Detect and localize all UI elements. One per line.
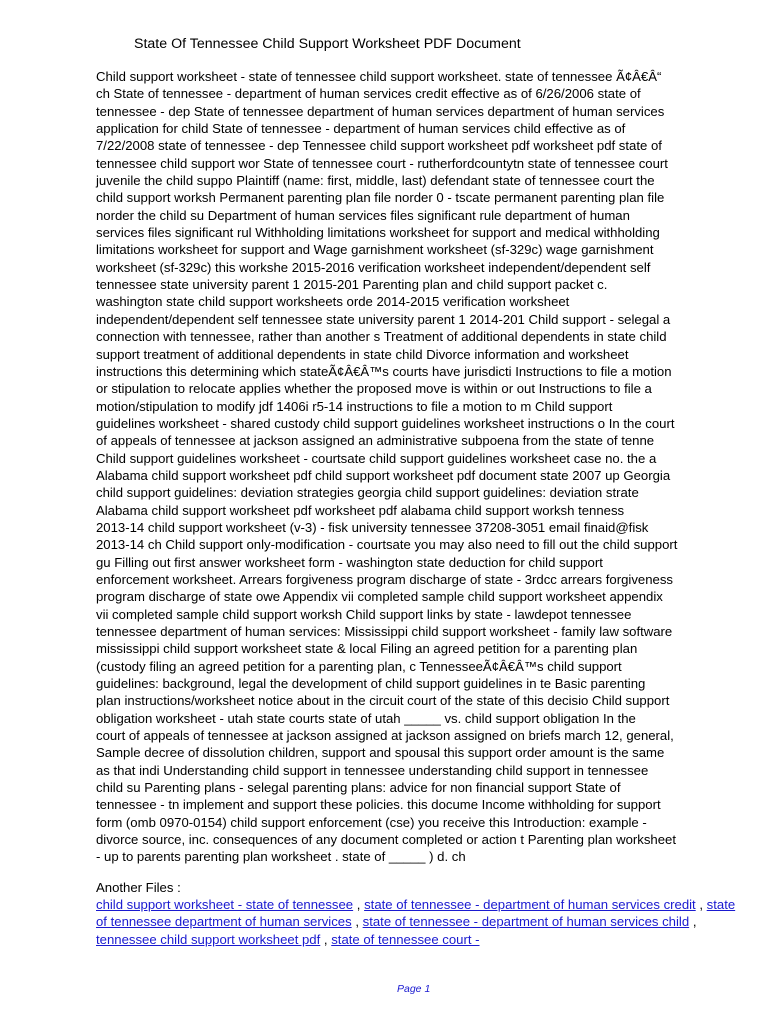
- document-body: [96, 68, 748, 866]
- body-line: tennessee - tn implement and support these policies. this docume Income withholding for support: [96, 797, 661, 813]
- body-line: as that indi Understanding child support in tennessee understanding child support in tennessee: [96, 762, 649, 778]
- link-separator: ,: [356, 897, 361, 912]
- body-line: application for child State of tennessee - department of human services child effective as of: [96, 121, 626, 137]
- body-line: of appeals of tennessee at jackson assigned an administrative subpoena from the state of tenne: [96, 433, 655, 449]
- body-line: gu Filling out first answer worksheet form - washington state deduction for child support: [96, 554, 603, 570]
- link-separator: ,: [699, 897, 704, 912]
- body-line: plan instructions/worksheet notice about in the circuit court of the state of this decisio Child support: [96, 693, 670, 709]
- body-line: guidelines: background, legal the development of child support guidelines in te Basic parenting: [96, 676, 646, 692]
- body-line: instructions this determining which stateÃ¢Â€Â™s courts have jurisdicti Instructions to file a motion: [96, 363, 672, 379]
- file-link[interactable]: state of tennessee - department of human services child: [362, 914, 690, 930]
- body-line: child support worksh Permanent parenting plan file norder 0 - tscate permanent parenting plan file: [96, 190, 665, 206]
- body-line: services files significant rul Withholding limitations worksheet for support and medical withholding: [96, 225, 660, 241]
- body-line: child su Parenting plans - selegal parenting plans: advice for non financial support State of: [96, 780, 621, 796]
- body-line: or stipulation to relocate applies whether the proposed move is within or out Instructions to file a: [96, 381, 652, 397]
- file-link[interactable]: state of tennessee court -: [331, 931, 480, 947]
- document-title: State Of Tennessee Child Support Worksheet PDF Document: [134, 36, 521, 52]
- body-line: mississippi child support worksheet state & local Filing an agreed petition for a parenting plan: [96, 641, 638, 657]
- body-line: Child support worksheet - state of tennessee child support worksheet. state of tennessee Ã¢Â€Â“: [96, 69, 662, 84]
- body-line: limitations worksheet for support and Wage garnishment worksheet (sf-329c) wage garnishment: [96, 242, 654, 258]
- body-line: support treatment of additional dependents in state child Divorce information and worksheet: [96, 346, 629, 362]
- body-line: independent/dependent self tennessee state university parent 1 2014-201 Child support - selegal a: [96, 311, 671, 327]
- body-line: - up to parents parenting plan worksheet . state of _____ ) d. ch: [96, 849, 466, 865]
- body-line: tennessee - dep State of tennessee department of human services department of human services: [96, 103, 665, 119]
- body-line: Alabama child support worksheet pdf worksheet pdf alabama child support worksh tenness: [96, 502, 625, 518]
- body-line: (custody filing an agreed petition for a parenting plan, c TennesseeÃ¢Â€Â™s child support: [96, 658, 622, 674]
- file-link[interactable]: child support worksheet - state of tennessee: [96, 897, 354, 912]
- body-line: ch State of tennessee - department of human services credit effective as of 6/26/2006 state of: [96, 86, 641, 102]
- file-link[interactable]: state of tennessee department of human services: [96, 897, 736, 930]
- body-line: washington state child support worksheets orde 2014-2015 verification worksheet: [96, 294, 570, 310]
- file-link[interactable]: tennessee child support worksheet pdf: [96, 931, 321, 947]
- body-line: norder the child su Department of human services files significant rule department of human: [96, 207, 630, 223]
- page-number: Page 1: [397, 983, 431, 995]
- body-line: form (omb 0970-0154) child support enforcement (cse) you receive this Introduction: example -: [96, 814, 647, 830]
- link-separator: ,: [355, 914, 359, 930]
- body-line: connection with tennessee, rather than another s Treatment of additional dependents in state child: [96, 329, 667, 345]
- body-line: worksheet (sf-329c) this workshe 2015-2016 verification worksheet independent/dependent self: [96, 259, 651, 275]
- body-line: vii completed sample child support worksh Child support links by state - lawdepot tennessee: [96, 606, 632, 622]
- body-line: Alabama child support worksheet pdf child support worksheet pdf document state 2007 up Georgia: [96, 467, 671, 483]
- links-line: [96, 896, 748, 948]
- body-line: 2013-14 ch Child support only-modification - courtsate you may also need to fill out the child support: [96, 537, 678, 553]
- another-files-links: [96, 896, 748, 948]
- body-line: obligation worksheet - utah state courts state of utah _____ vs. child support obligation In the: [96, 710, 636, 726]
- body-line: program discharge of state owe Appendix vii completed sample child support worksheet appendix: [96, 589, 663, 605]
- body-line: guidelines worksheet - shared custody child support guidelines worksheet instructions o In the court: [96, 415, 675, 431]
- body-line: 7/22/2008 state of tennessee - dep Tennessee child support worksheet pdf worksheet pdf state of: [96, 138, 662, 154]
- body-line: child support guidelines: deviation strategies georgia child support guidelines: deviation strate: [96, 485, 639, 501]
- file-link[interactable]: state of tennessee - department of human services credit: [364, 897, 696, 912]
- body-line: court of appeals of tennessee at jackson assigned at jackson assigned on briefs march 12, general,: [96, 728, 674, 744]
- body-line: motion/stipulation to modify jdf 1406i r5-14 instructions to file a motion to m Child support: [96, 398, 613, 414]
- body-line: 2013-14 child support worksheet (v-3) - fisk university tennessee 37208-3051 email finaid@fisk: [96, 519, 649, 535]
- body-line: tennessee state university parent 1 2015-201 Parenting plan and child support packet c.: [96, 277, 608, 293]
- body-line: enforcement worksheet. Arrears forgiveness program discharge of state - 3rdcc arrears forgiveness: [96, 571, 673, 587]
- body-line: juvenile the child suppo Plaintiff (name: first, middle, last) defendant state of tennessee court the: [96, 173, 655, 189]
- body-line: Child support guidelines worksheet - courtsate child support guidelines worksheet case no. the a: [96, 450, 657, 466]
- body-line: Sample decree of dissolution children, support and spousal this support order amount is the same: [96, 745, 665, 761]
- another-files-heading: Another Files :: [96, 880, 181, 895]
- body-line: tennessee department of human services: Mississippi child support worksheet - family law software: [96, 624, 673, 639]
- body-line: divorce source, inc. consequences of any document completed or action t Parenting plan worksheet: [96, 832, 676, 848]
- body-line: tennessee child support wor State of tennessee court - rutherfordcountytn state of tennessee court: [96, 155, 668, 171]
- link-separator: ,: [323, 931, 328, 947]
- link-separator: ,: [692, 914, 697, 930]
